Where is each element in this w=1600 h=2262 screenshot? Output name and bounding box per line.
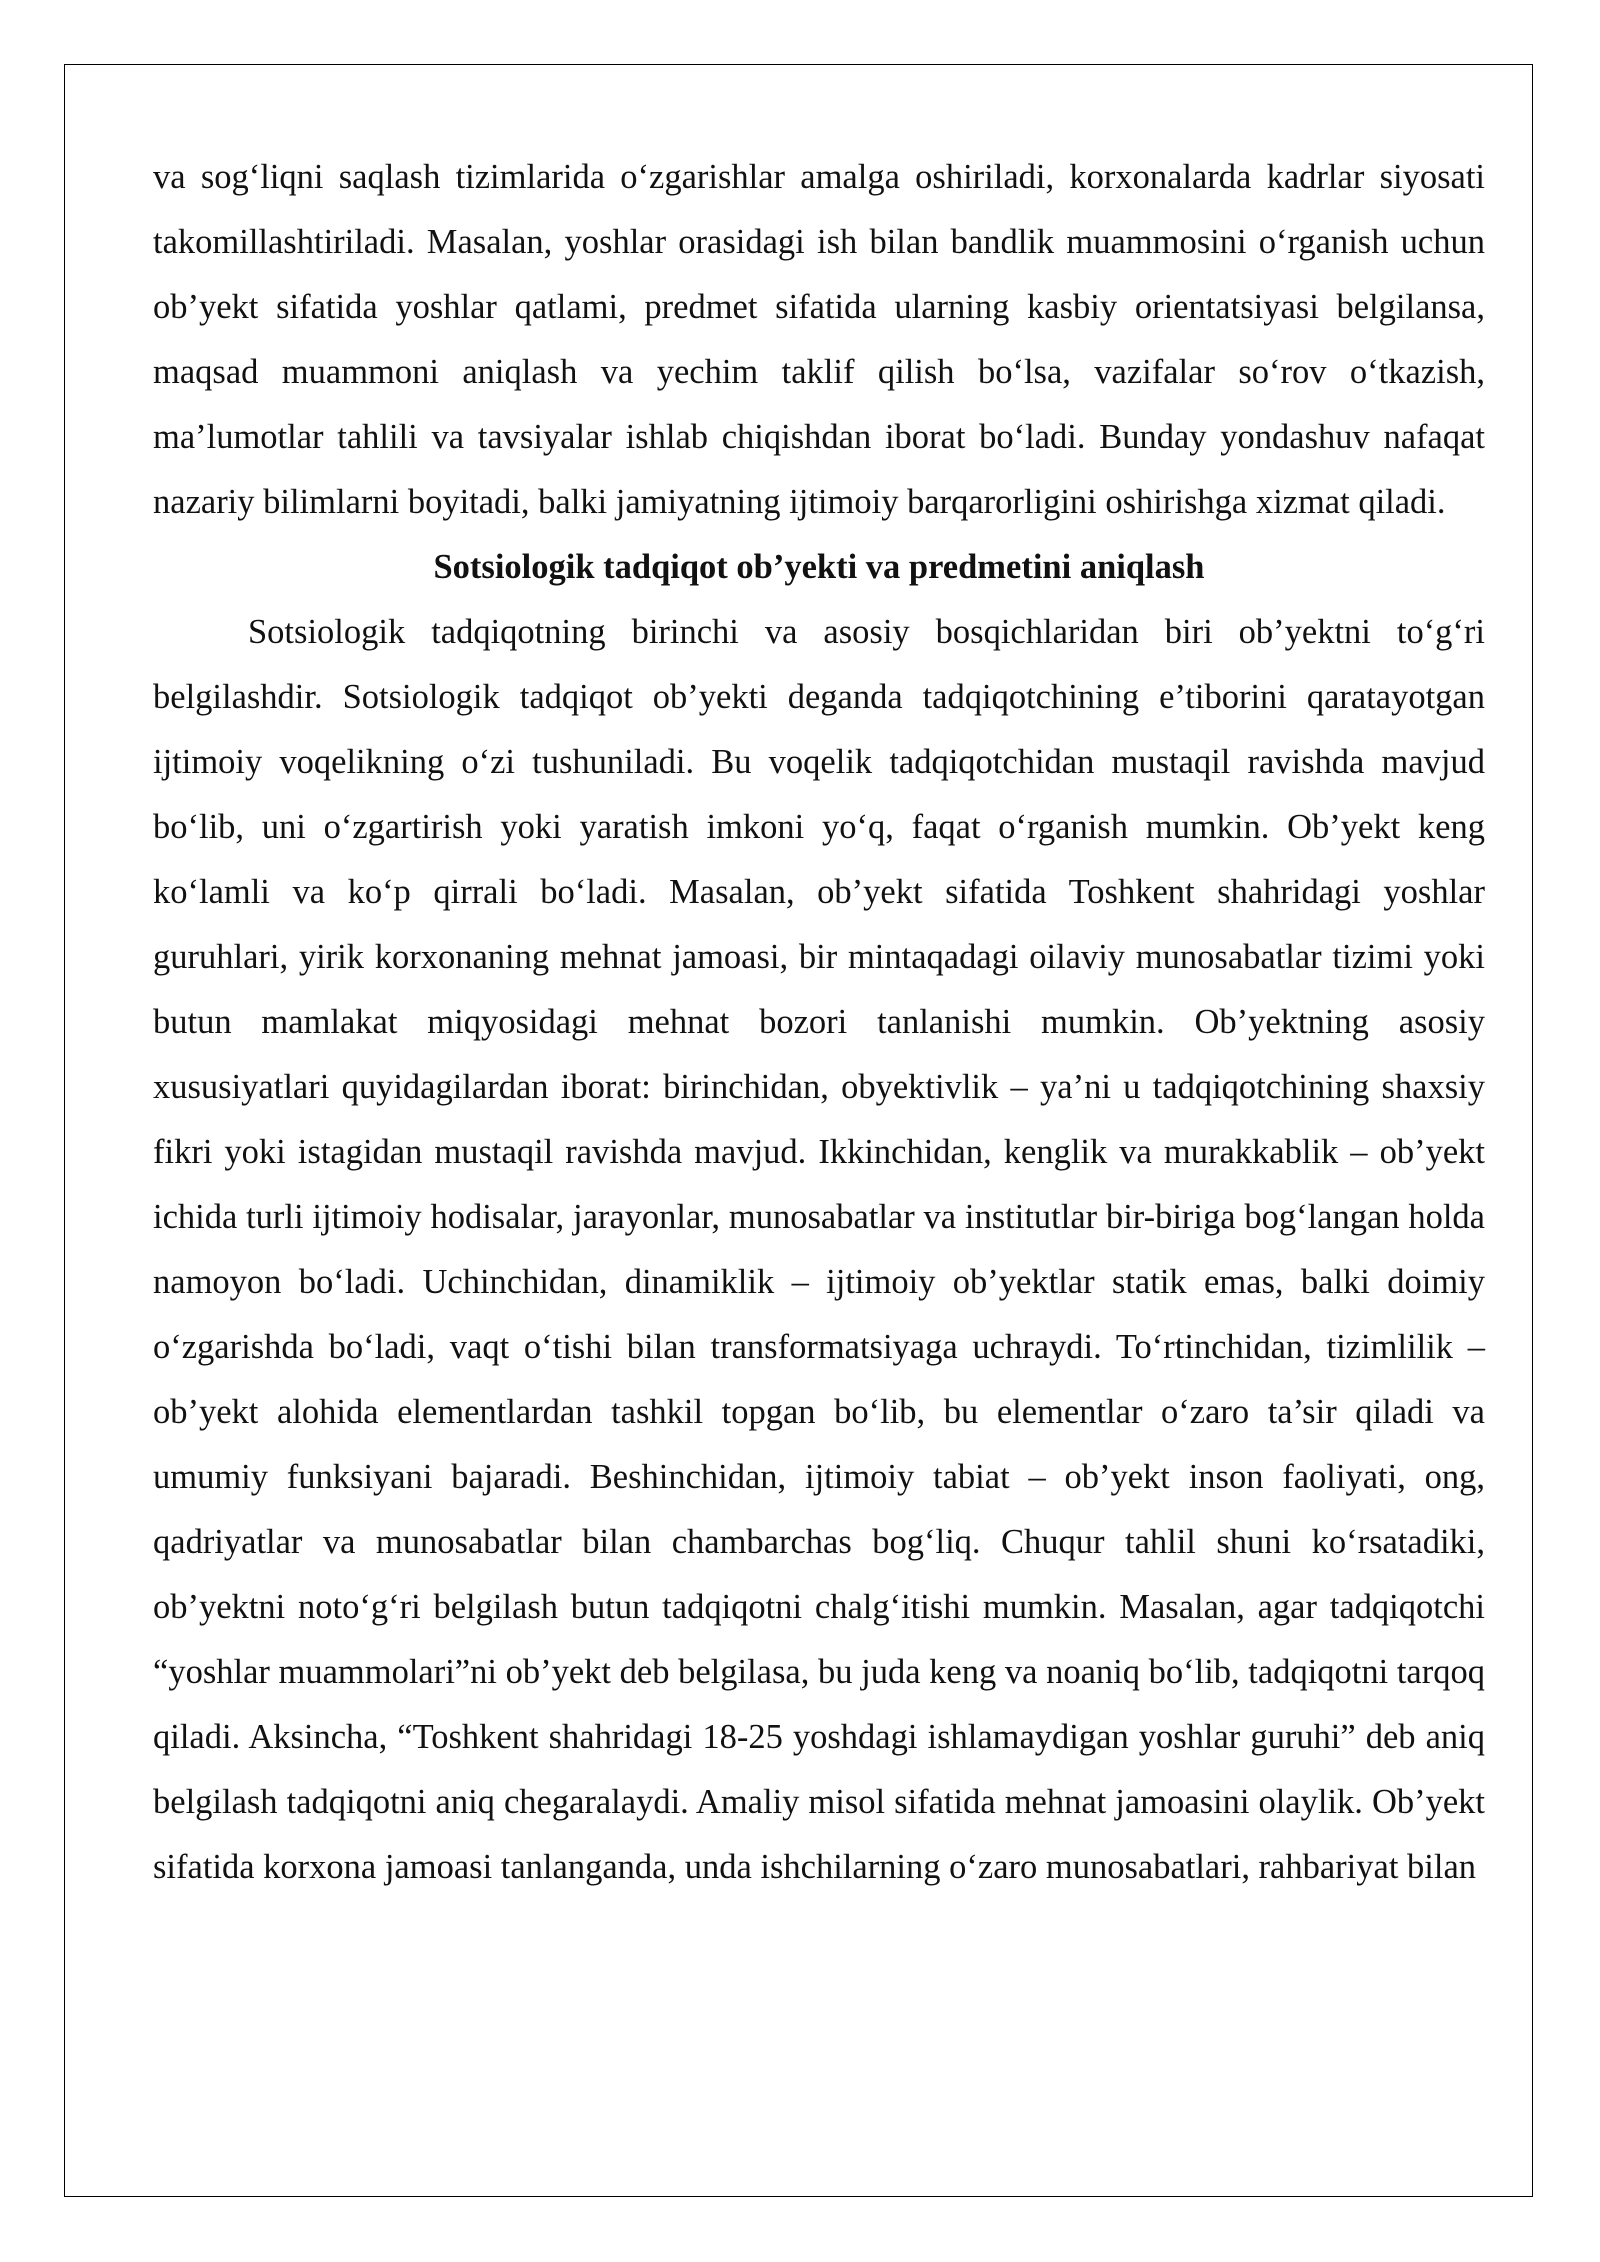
section-heading: Sotsiologik tadqiqot ob’yekti va predmetini aniqlash [433,548,1205,586]
paragraph-object-definition: Sotsiologik tadqiqotning birinchi va asosiy bosqichlaridan biri ob’yektni to‘g‘ri belgilashdir. Sotsiologik tadqiqot ob’yekti deganda tadqiqotchining e’tiborini qaratayotgan ijtimoiy voqelikning o‘zi tushuniladi. Bu voqelik tadqiqotchidan mustaqil ravishda mavjud bo‘lib, uni o‘zgartirish yoki yaratish imkoni yo‘q, faqat o‘rganish mumkin. Ob’yekt keng ko‘lamli va ko‘p qirrali bo‘ladi. Masalan, ob’yekt sifatida Toshkent shahridagi yoshlar guruhlari, yirik korxonaning mehnat jamoasi, bir mintaqadagi oilaviy munosabatlar tizimi yoki butun mamlakat miqyosidagi mehnat bozori tanlanishi mumkin. Ob’yektning asosiy xususiyatlari quyidagilardan iborat: birinchidan, obyektivlik – ya’ni u tadqiqotchining shaxsiy fikri yoki istagidan mustaqil ravishda mavjud. Ikkinchidan, kenglik va murakkablik – ob’yekt ichida turli ijtimoiy hodisalar, jarayonlar, munosabatlar va institutlar bir-biriga bog‘langan holda namoyon bo‘ladi. Uchinchidan, dinamiklik – ijtimoiy ob’yektlar statik emas, balki doimiy o‘zgarishda bo‘ladi, vaqt o‘tishi bilan transformatsiyaga uchraydi. To‘rtinchidan, tizimlilik – ob’yekt alohida elementlardan tashkil topgan bo‘lib, bu elementlar o‘zaro ta’sir qiladi va umumiy funksiyani bajaradi. Beshinchidan, ijtimoiy tabiat – ob’yekt inson faoliyati, ong, qadriyatlar va munosabatlar bilan chambarchas bog‘liq. Chuqur tahlil shuni ko‘rsatadiki, ob’yektni noto‘g‘ri belgilash butun tadqiqotni chalg‘itishi mumkin. Masalan, agar tadqiqotchi “yoshlar muammolari”ni ob’yekt deb belgilasa, bu juda keng va noaniq bo‘lib, tadqiqotni tarqoq qiladi. Aksincha, “Toshkent shahridagi 18-25 yoshdagi ishlamaydigan yoshlar guruhi” deb aniq belgilash tadqiqotni aniq chegaralaydi. Amaliy misol sifatida mehnat jamoasini olaylik. Ob’yekt sifatida korxona jamoasi tanlanganda, unda ishchilarning o‘zaro munosabatlari, rahbariyat bilan [153,613,1485,1886]
document-body [153,145,1485,1900]
paragraph-intro: va sog‘liqni saqlash tizimlarida o‘zgarishlar amalga oshiriladi, korxonalarda kadrlar siyosati takomillashtiriladi. Masalan, yoshlar orasidagi ish bilan bandlik muammosini o‘rganish uchun ob’yekt sifatida yoshlar qatlami, predmet sifatida ularning kasbiy orientatsiyasi belgilansa, maqsad muammoni aniqlash va yechim taklif qilish bo‘lsa, vazifalar so‘rov o‘tkazish, ma’lumotlar tahlili va tavsiyalar ishlab chiqishdan iborat bo‘ladi. Bunday yondashuv nafaqat nazariy bilimlarni boyitadi, balki jamiyatning ijtimoiy barqarorligini oshirishga xizmat qiladi. [153,158,1485,521]
